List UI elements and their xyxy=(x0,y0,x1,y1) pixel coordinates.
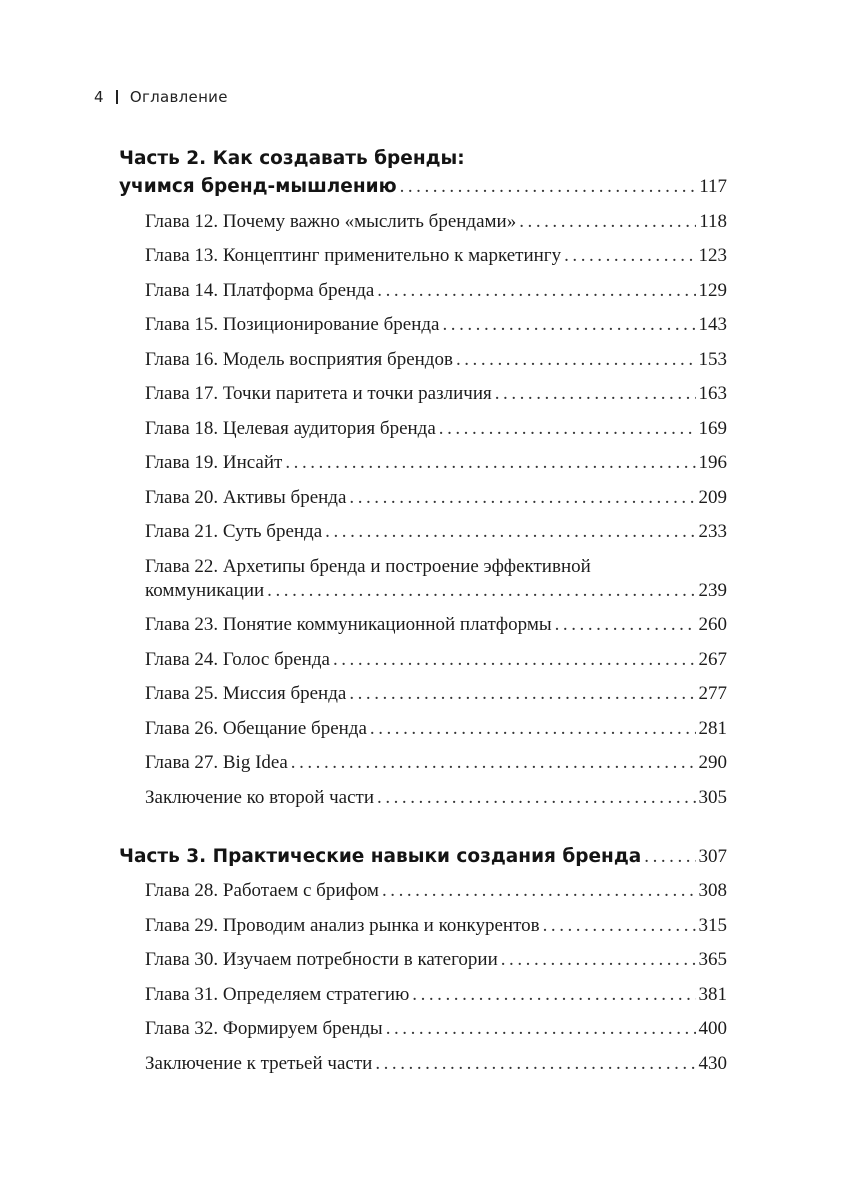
dot-leader xyxy=(456,345,696,375)
dot-leader xyxy=(291,748,696,778)
dot-leader xyxy=(333,645,696,675)
page-ref: 308 xyxy=(698,880,727,901)
chapter-title: Глава 23. Понятие коммуникационной платформы xyxy=(145,614,552,635)
part-2-title-line2: учимся бренд-мышлению xyxy=(119,176,397,197)
toc-entry[interactable] xyxy=(145,483,727,513)
dot-leader xyxy=(555,610,696,640)
dot-leader xyxy=(439,414,696,444)
toc-entry[interactable] xyxy=(145,276,727,306)
page-ref: 196 xyxy=(698,452,727,473)
page-ref: 305 xyxy=(698,787,727,808)
dot-leader xyxy=(501,945,696,975)
toc-entry-part-3[interactable] xyxy=(119,842,727,872)
running-header-title: Оглавление xyxy=(129,88,228,106)
chapter-title: Глава 17. Точки паритета и точки различия xyxy=(145,383,492,404)
chapter-title: Глава 30. Изучаем потребности в категории xyxy=(145,949,498,970)
dot-leader xyxy=(349,679,695,709)
dot-leader xyxy=(375,1049,695,1079)
page-ref: 315 xyxy=(698,915,727,936)
toc-entry[interactable] xyxy=(145,645,727,675)
page-ref: 233 xyxy=(698,521,727,542)
page-ref: 290 xyxy=(698,752,727,773)
dot-leader xyxy=(442,310,695,340)
chapter-title: Заключение к третьей части xyxy=(145,1053,373,1074)
toc-entry[interactable] xyxy=(145,876,727,906)
toc-entry[interactable] xyxy=(145,980,727,1010)
dot-leader xyxy=(519,207,696,237)
page-ref: 381 xyxy=(698,984,727,1005)
page-ref: 129 xyxy=(698,280,727,301)
chapter-title: Глава 32. Формируем бренды xyxy=(145,1018,383,1039)
toc-entry[interactable] xyxy=(145,241,727,271)
chapter-title-line1: Глава 22. Архетипы бренда и построение эффективной xyxy=(145,556,591,577)
chapter-title: Глава 14. Платформа бренда xyxy=(145,280,375,301)
toc-entry[interactable] xyxy=(145,911,727,941)
chapter-title: Глава 13. Концептинг применительно к маркетингу xyxy=(145,245,562,266)
page-ref: 307 xyxy=(698,846,727,867)
toc-entry[interactable] xyxy=(145,207,727,237)
page-ref: 430 xyxy=(698,1053,727,1074)
page-ref: 153 xyxy=(698,349,727,370)
dot-leader xyxy=(370,714,696,744)
toc-entry[interactable] xyxy=(145,379,727,409)
toc-entry[interactable] xyxy=(145,945,727,975)
header-separator xyxy=(116,90,118,104)
dot-leader xyxy=(349,483,695,513)
chapter-title: Глава 21. Суть бренда xyxy=(145,521,323,542)
dot-leader xyxy=(543,911,696,941)
page-ref: 365 xyxy=(698,949,727,970)
chapter-title: Глава 15. Позиционирование бренда xyxy=(145,314,440,335)
toc-entry[interactable] xyxy=(145,1049,727,1079)
chapter-title: Глава 26. Обещание бренда xyxy=(145,718,367,739)
toc-entry[interactable] xyxy=(145,414,727,444)
part-3-title: Часть 3. Практические навыки создания бренда xyxy=(119,846,642,867)
dot-leader xyxy=(382,876,696,906)
toc-entry[interactable] xyxy=(145,748,727,778)
page-ref: 281 xyxy=(698,718,727,739)
toc-entry[interactable] xyxy=(145,679,727,709)
page-ref: 117 xyxy=(699,176,727,197)
chapter-title: Заключение ко второй части xyxy=(145,787,375,808)
chapter-title: Глава 20. Активы бренда xyxy=(145,487,347,508)
part-2-title-line1: Часть 2. Как создавать бренды: xyxy=(119,148,465,169)
dot-leader xyxy=(564,241,695,271)
chapter-title: Глава 28. Работаем с брифом xyxy=(145,880,379,901)
toc-entry[interactable] xyxy=(145,783,727,813)
toc-entry[interactable] xyxy=(145,345,727,375)
chapter-title: Глава 29. Проводим анализ рынка и конкурентов xyxy=(145,915,540,936)
chapter-title: Глава 19. Инсайт xyxy=(145,452,283,473)
running-header xyxy=(94,86,228,108)
page-ref: 123 xyxy=(698,245,727,266)
dot-leader xyxy=(495,379,696,409)
chapter-title: Глава 12. Почему важно «мыслить брендами» xyxy=(145,211,517,232)
chapter-title: Глава 16. Модель восприятия брендов xyxy=(145,349,453,370)
page-ref: 400 xyxy=(698,1018,727,1039)
dot-leader xyxy=(386,1014,696,1044)
dot-leader xyxy=(285,448,695,478)
chapter-title: Глава 24. Голос бренда xyxy=(145,649,330,670)
page-ref: 267 xyxy=(698,649,727,670)
toc-entry[interactable] xyxy=(145,610,727,640)
dot-leader xyxy=(325,517,695,547)
toc-entry[interactable] xyxy=(145,1014,727,1044)
chapter-title: коммуникации xyxy=(145,580,265,601)
page-number: 4 xyxy=(94,88,104,106)
chapter-title: Глава 18. Целевая аудитория бренда xyxy=(145,418,436,439)
toc-entry[interactable] xyxy=(145,310,727,340)
toc-entry[interactable] xyxy=(145,576,727,606)
dot-leader xyxy=(400,172,697,202)
page-ref: 118 xyxy=(699,211,727,232)
toc-entry[interactable] xyxy=(145,448,727,478)
page-ref: 277 xyxy=(698,683,727,704)
dot-leader xyxy=(267,576,695,606)
dot-leader xyxy=(412,980,695,1010)
toc-entry[interactable] xyxy=(145,517,727,547)
toc-entry[interactable] xyxy=(145,714,727,744)
dot-leader xyxy=(377,783,695,813)
page-ref: 169 xyxy=(698,418,727,439)
chapter-title: Глава 25. Миссия бренда xyxy=(145,683,347,704)
dot-leader xyxy=(644,842,695,872)
chapter-title: Глава 27. Big Idea xyxy=(145,752,288,773)
page-ref: 143 xyxy=(698,314,727,335)
dot-leader xyxy=(377,276,695,306)
page-ref: 239 xyxy=(698,580,727,601)
page-ref: 163 xyxy=(698,383,727,404)
toc-entry-part-2[interactable] xyxy=(119,172,727,202)
page-ref: 209 xyxy=(698,487,727,508)
page-ref: 260 xyxy=(698,614,727,635)
chapter-title: Глава 31. Определяем стратегию xyxy=(145,984,410,1005)
